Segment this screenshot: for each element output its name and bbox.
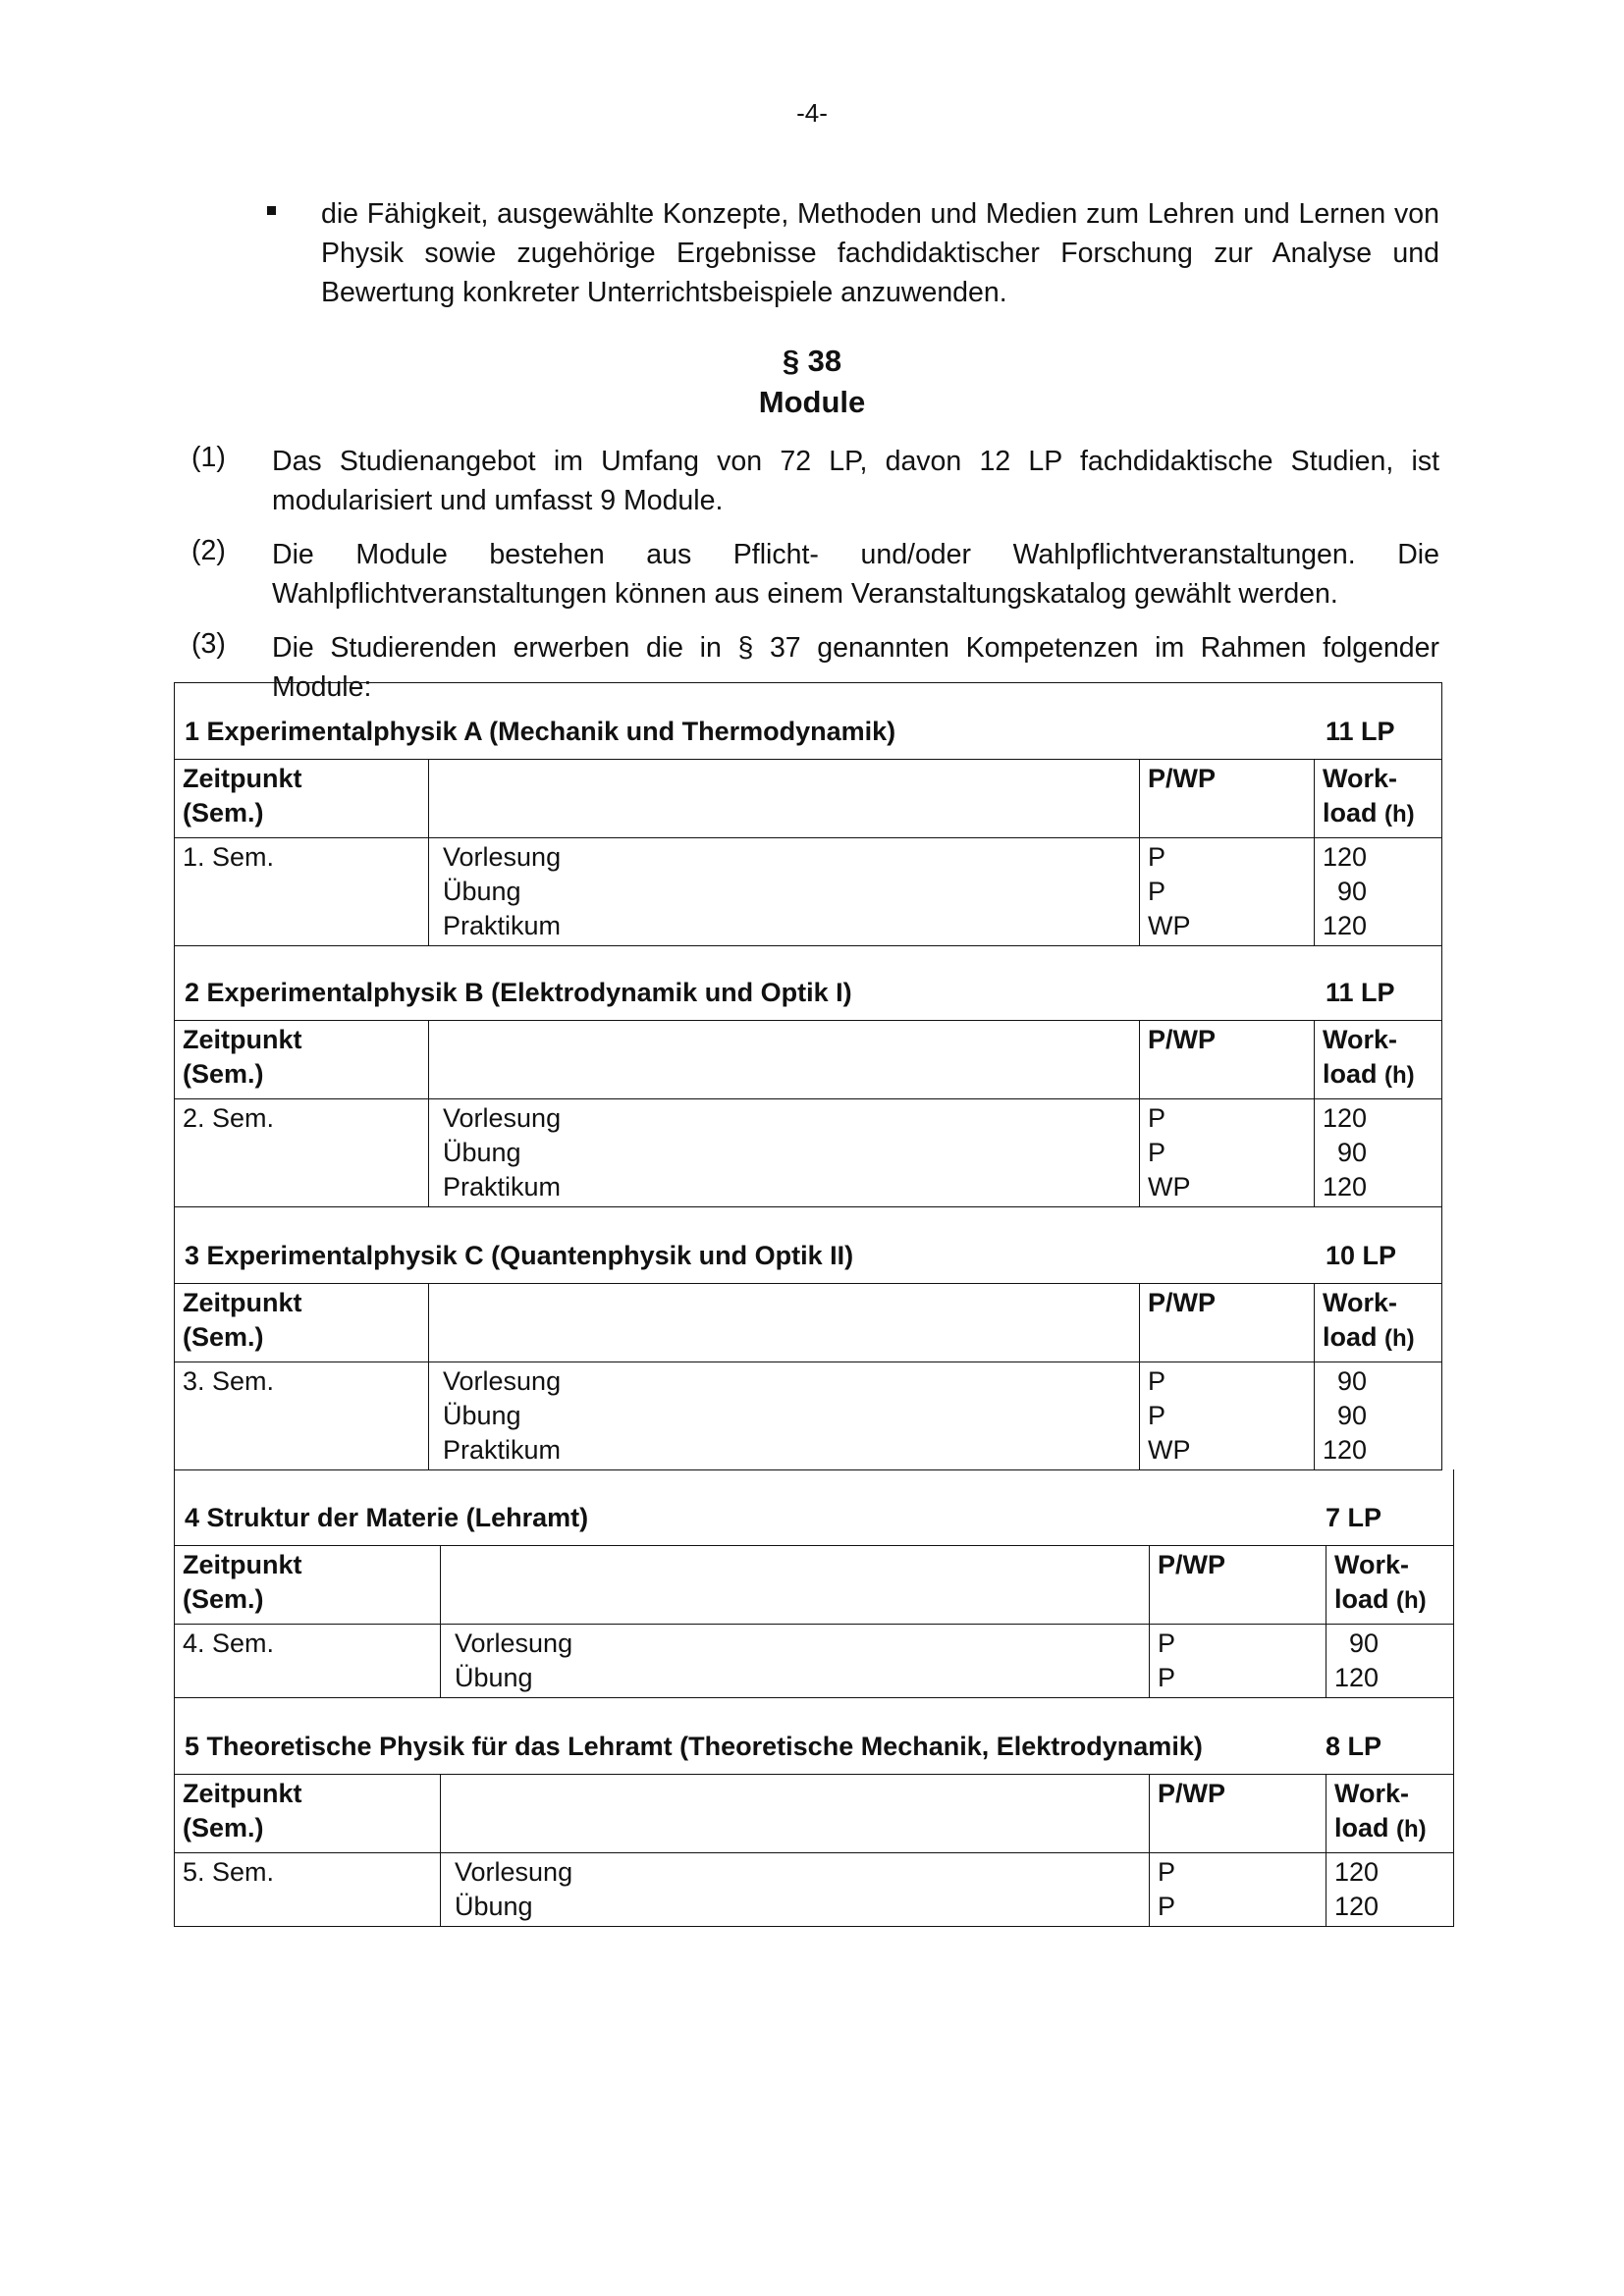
module-title-row [175,944,1441,1021]
paragraph-number: (3) [191,628,226,660]
workload-cell [1314,838,1441,945]
workload-cell [1326,1853,1453,1926]
header-pwp: P/WP [1139,760,1314,837]
workload-value: 120 [1323,1103,1368,1133]
pwp-value: WP [1148,911,1191,940]
module-table [174,1207,1442,1470]
module-title-row [175,1698,1453,1775]
table-row [175,1099,1441,1206]
header-course [428,1284,1139,1362]
course-name: Übung [455,1663,533,1692]
workload-cell [1326,1625,1453,1697]
header-workload: Work- load (h) [1326,1775,1453,1852]
workload-value: 120 [1323,1435,1368,1465]
numbered-paragraph-2 [191,535,1439,614]
header-course [428,1021,1139,1098]
workload-value: 120 [1323,842,1368,872]
pwp-value: P [1158,1663,1176,1692]
header-pwp: P/WP [1139,1021,1314,1098]
course-name: Vorlesung [443,1366,562,1396]
course-cell [428,838,1139,945]
module-title-row [175,1207,1441,1284]
paragraph-text: Die Module bestehen aus Pflicht- und/oder Wahlpflichtveranstaltungen. Die Wahlpflichtveranstaltungen können aus einem Veranstaltungskatalog gewählt werden. [272,539,1439,610]
semester-cell: 3. Sem. [183,1366,275,1396]
module-title: 3 Experimentalphysik C (Quantenphysik und Optik II) [185,1241,854,1270]
pwp-value: P [1148,1366,1166,1396]
pwp-value: WP [1148,1435,1191,1465]
table-row [175,838,1441,945]
pwp-value: P [1148,1103,1166,1133]
pwp-value: P [1158,1629,1176,1658]
course-name: Praktikum [443,1172,562,1201]
course-cell [440,1625,1149,1697]
module-credits: 10 LP [1326,1241,1397,1270]
pwp-cell [1139,838,1314,945]
table-header-row [175,760,1441,838]
header-zeitpunkt: Zeitpunkt (Sem.) [183,1288,302,1352]
course-name: Vorlesung [455,1857,573,1887]
workload-value: 90 [1323,1366,1368,1396]
header-zeitpunkt: Zeitpunkt (Sem.) [183,1550,302,1614]
header-workload: Work- load (h) [1314,1284,1441,1362]
workload-value: 120 [1323,1172,1368,1201]
header-pwp: P/WP [1149,1546,1326,1624]
workload-value: 90 [1334,1629,1380,1658]
module-credits: 8 LP [1326,1732,1382,1761]
module-table [174,1698,1454,1927]
module-credits: 11 LP [1326,717,1395,746]
module-title: 2 Experimentalphysik B (Elektrodynamik und Optik I) [185,978,852,1007]
workload-value: 120 [1334,1663,1380,1692]
header-workload: Work- load (h) [1314,760,1441,837]
pwp-value: P [1148,877,1166,906]
header-zeitpunkt: Zeitpunkt (Sem.) [183,1779,302,1842]
table-header-row [175,1775,1453,1853]
pwp-value: P [1148,1138,1166,1167]
semester-cell: 2. Sem. [183,1103,275,1133]
table-row [175,1853,1453,1926]
workload-value: 120 [1323,911,1368,940]
workload-value: 120 [1334,1892,1380,1921]
paragraph-text: Das Studienangebot im Umfang von 72 LP, davon 12 LP fachdidaktische Studien, ist modularisiert und umfasst 9 Module. [272,446,1439,516]
pwp-value: P [1158,1857,1176,1887]
module-table [174,944,1442,1207]
module-title-row [175,1469,1453,1546]
paragraph-number: (1) [191,442,226,473]
bullet-item [267,194,1439,312]
course-name: Übung [443,877,521,906]
header-workload: Work- load (h) [1326,1546,1453,1624]
course-name: Übung [455,1892,533,1921]
course-name: Vorlesung [455,1629,573,1658]
module-title: 4 Struktur der Materie (Lehramt) [185,1503,589,1532]
section-number: § 38 [782,344,842,378]
section-title: Module [758,385,866,419]
pwp-cell [1139,1099,1314,1206]
module-table [174,1469,1454,1698]
header-zeitpunkt: Zeitpunkt (Sem.) [183,1025,302,1089]
course-name: Praktikum [443,911,562,940]
header-zeitpunkt: Zeitpunkt (Sem.) [183,764,302,828]
course-cell [428,1362,1139,1469]
pwp-value: WP [1148,1172,1191,1201]
pwp-value: P [1148,842,1166,872]
course-name: Vorlesung [443,842,562,872]
course-name: Vorlesung [443,1103,562,1133]
table-row [175,1362,1441,1469]
header-pwp: P/WP [1149,1775,1326,1852]
course-cell [440,1853,1149,1926]
module-title: 5 Theoretische Physik für das Lehramt (Theoretische Mechanik, Elektrodynamik) [185,1732,1203,1761]
workload-value: 90 [1323,1401,1368,1430]
numbered-paragraph-1 [191,442,1439,520]
semester-cell: 1. Sem. [183,842,275,872]
table-header-row [175,1284,1441,1362]
module-credits: 7 LP [1326,1503,1382,1532]
header-pwp: P/WP [1139,1284,1314,1362]
workload-value: 90 [1323,1138,1368,1167]
bullet-text: die Fähigkeit, ausgewählte Konzepte, Methoden und Medien zum Lehren und Lernen von Physik sowie zugehörige Ergebnisse fachdidaktischer Forschung zur Analyse und Bewertung konkreter Unterrichtsbeispiele anzuwenden. [321,198,1439,308]
table-row [175,1625,1453,1697]
page-number: -4- [796,98,828,128]
pwp-value: P [1158,1892,1176,1921]
course-name: Übung [443,1401,521,1430]
square-bullet-icon [267,206,276,215]
semester-cell: 4. Sem. [183,1629,275,1658]
course-cell [428,1099,1139,1206]
header-course [440,1546,1149,1624]
module-table [174,682,1442,946]
paragraph-number: (2) [191,535,226,566]
workload-value: 90 [1323,877,1368,906]
pwp-value: P [1148,1401,1166,1430]
paragraph-text: Die Studierenden erwerben die in § 37 genannten Kompetenzen im Rahmen folgender Module: [272,632,1439,703]
table-header-row [175,1021,1441,1099]
pwp-cell [1149,1625,1326,1697]
header-course [440,1775,1149,1852]
workload-cell [1314,1099,1441,1206]
module-title: 1 Experimentalphysik A (Mechanik und Thermodynamik) [185,717,896,746]
table-header-row [175,1546,1453,1625]
workload-cell [1314,1362,1441,1469]
header-course [428,760,1139,837]
pwp-cell [1149,1853,1326,1926]
course-name: Praktikum [443,1435,562,1465]
workload-value: 120 [1334,1857,1380,1887]
course-name: Übung [443,1138,521,1167]
semester-cell: 5. Sem. [183,1857,275,1887]
pwp-cell [1139,1362,1314,1469]
module-title-row [175,683,1441,760]
header-workload: Work- load (h) [1314,1021,1441,1098]
module-credits: 11 LP [1326,978,1395,1007]
